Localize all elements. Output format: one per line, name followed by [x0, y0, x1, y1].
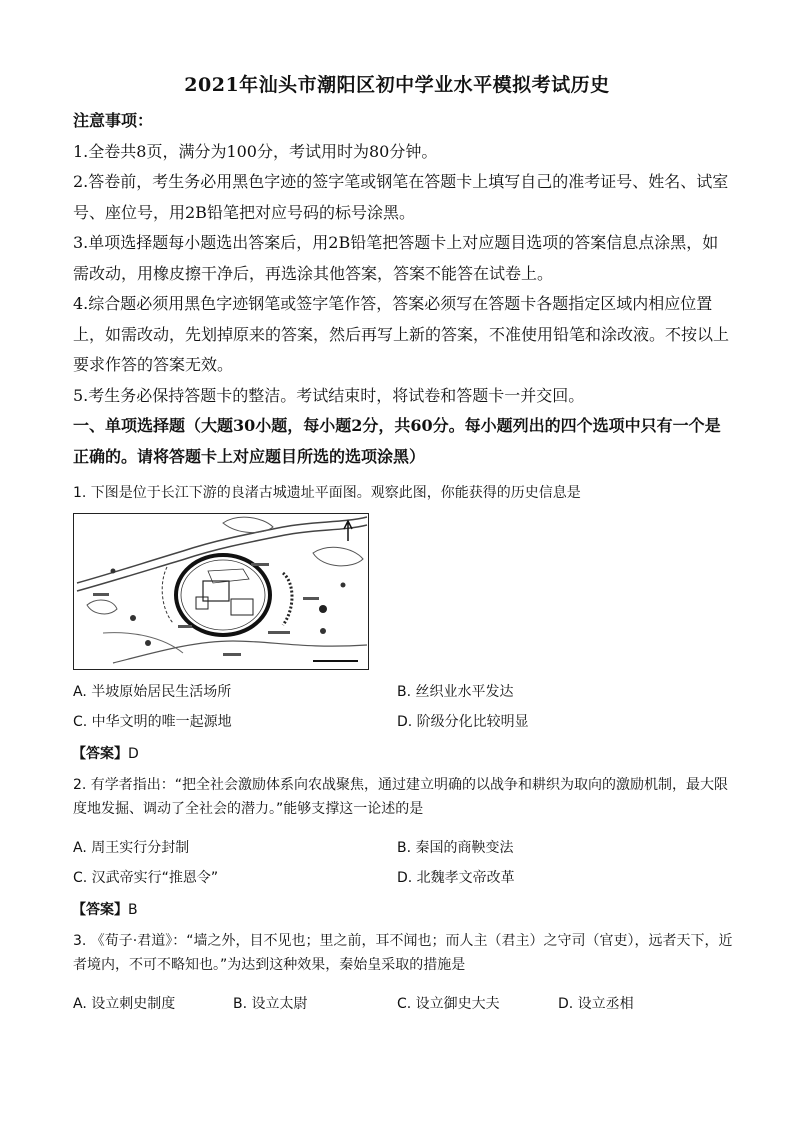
question-2-options [73, 837, 733, 897]
note-item-3: 3.单项选择题每小题选出答案后，用2B铅笔把答题卡上对应题目选项的答案信息点涂黑，如需改动，用橡皮擦干净后，再选涂其他答案，答案不能答在试卷上。 [73, 233, 719, 283]
exam-title: 2021年汕头市潮阳区初中学业水平模拟考试历史 [184, 74, 610, 96]
note-item-2: 2.答卷前，考生务必用黑色字迹的签字笔或钢笔在答题卡上填写自己的准考证号、姓名、试室号、座位号，用2B铅笔把对应号码的标号涂黑。 [73, 172, 729, 222]
answer-1-value: D [128, 746, 139, 762]
question-2-stem [73, 773, 733, 821]
question-3-text: 3. 《荀子·君道》：“墙之外，目不见也；里之前，耳不闻也；而人主（君主）之守司（官吏），远者天下，近者境内，不可不略知也。”为达到这种效果，秦始皇采取的措施是 [73, 933, 733, 973]
section-heading: 一、单项选择题（大题30小题，每小题2分，共60分。每小题列出的四个选项中只有一个是正确的。请将答题卡上对应题目所选的选项涂黑） [73, 416, 721, 466]
answer-2-value: B [128, 902, 138, 918]
question-1-text: 1. 下图是位于长江下游的良渚古城遗址平面图。观察此图，你能获得的历史信息是 [73, 485, 581, 501]
answer-1 [72, 743, 139, 763]
answer-1-label: 【答案】 [72, 746, 128, 762]
question-3-options [73, 993, 733, 1017]
option-1d[interactable]: D. 阶级分化比较明显 [397, 714, 529, 730]
note-item-1: 1.全卷共8页，满分为100分，考试用时为80分钟。 [73, 141, 438, 161]
answer-2 [72, 899, 138, 919]
option-3a[interactable]: A. 设立刺史制度 [73, 996, 176, 1012]
question-3-stem [73, 929, 733, 977]
note-item-5: 5.考生务必保持答题卡的整洁。考试结束时，将试卷和答题卡一并交回。 [73, 385, 585, 405]
option-3c[interactable]: C. 设立御史大夫 [397, 996, 500, 1012]
option-1a[interactable]: A. 半坡原始居民生活场所 [73, 684, 232, 700]
question-2-text: 2. 有学者指出：“把全社会激励体系向农战聚焦，通过建立明确的以战争和耕织为取向的激励机制，最大限度地发掘、调动了全社会的潜力。”能够支撑这一论述的是 [73, 777, 729, 817]
question-1-stem [73, 481, 733, 505]
question-1-options [73, 681, 733, 741]
option-2b[interactable]: B. 秦国的商鞅变法 [397, 840, 514, 856]
option-2c[interactable]: C. 汉武帝实行“推恩令” [73, 870, 219, 886]
answer-2-label: 【答案】 [72, 902, 128, 918]
liangzhu-map-figure [73, 513, 369, 670]
option-3d[interactable]: D. 设立丞相 [558, 996, 634, 1012]
notes-heading: 注意事项： [73, 111, 154, 130]
note-item-4: 4.综合题必须用黑色字迹钢笔或签字笔作答，答案必须写在答题卡各题指定区域内相应位置上，如需改动，先划掉原来的答案，然后再写上新的答案，不准使用铅笔和涂改液。不按以上要求作答的答案无效。 [73, 294, 730, 374]
notes-block [73, 106, 733, 472]
option-1c[interactable]: C. 中华文明的唯一起源地 [73, 714, 232, 730]
option-1b[interactable]: B. 丝织业水平发达 [397, 684, 514, 700]
option-2d[interactable]: D. 北魏孝文帝改革 [397, 870, 515, 886]
option-2a[interactable]: A. 周王实行分封制 [73, 840, 190, 856]
option-3b[interactable]: B. 设立太尉 [233, 996, 308, 1012]
